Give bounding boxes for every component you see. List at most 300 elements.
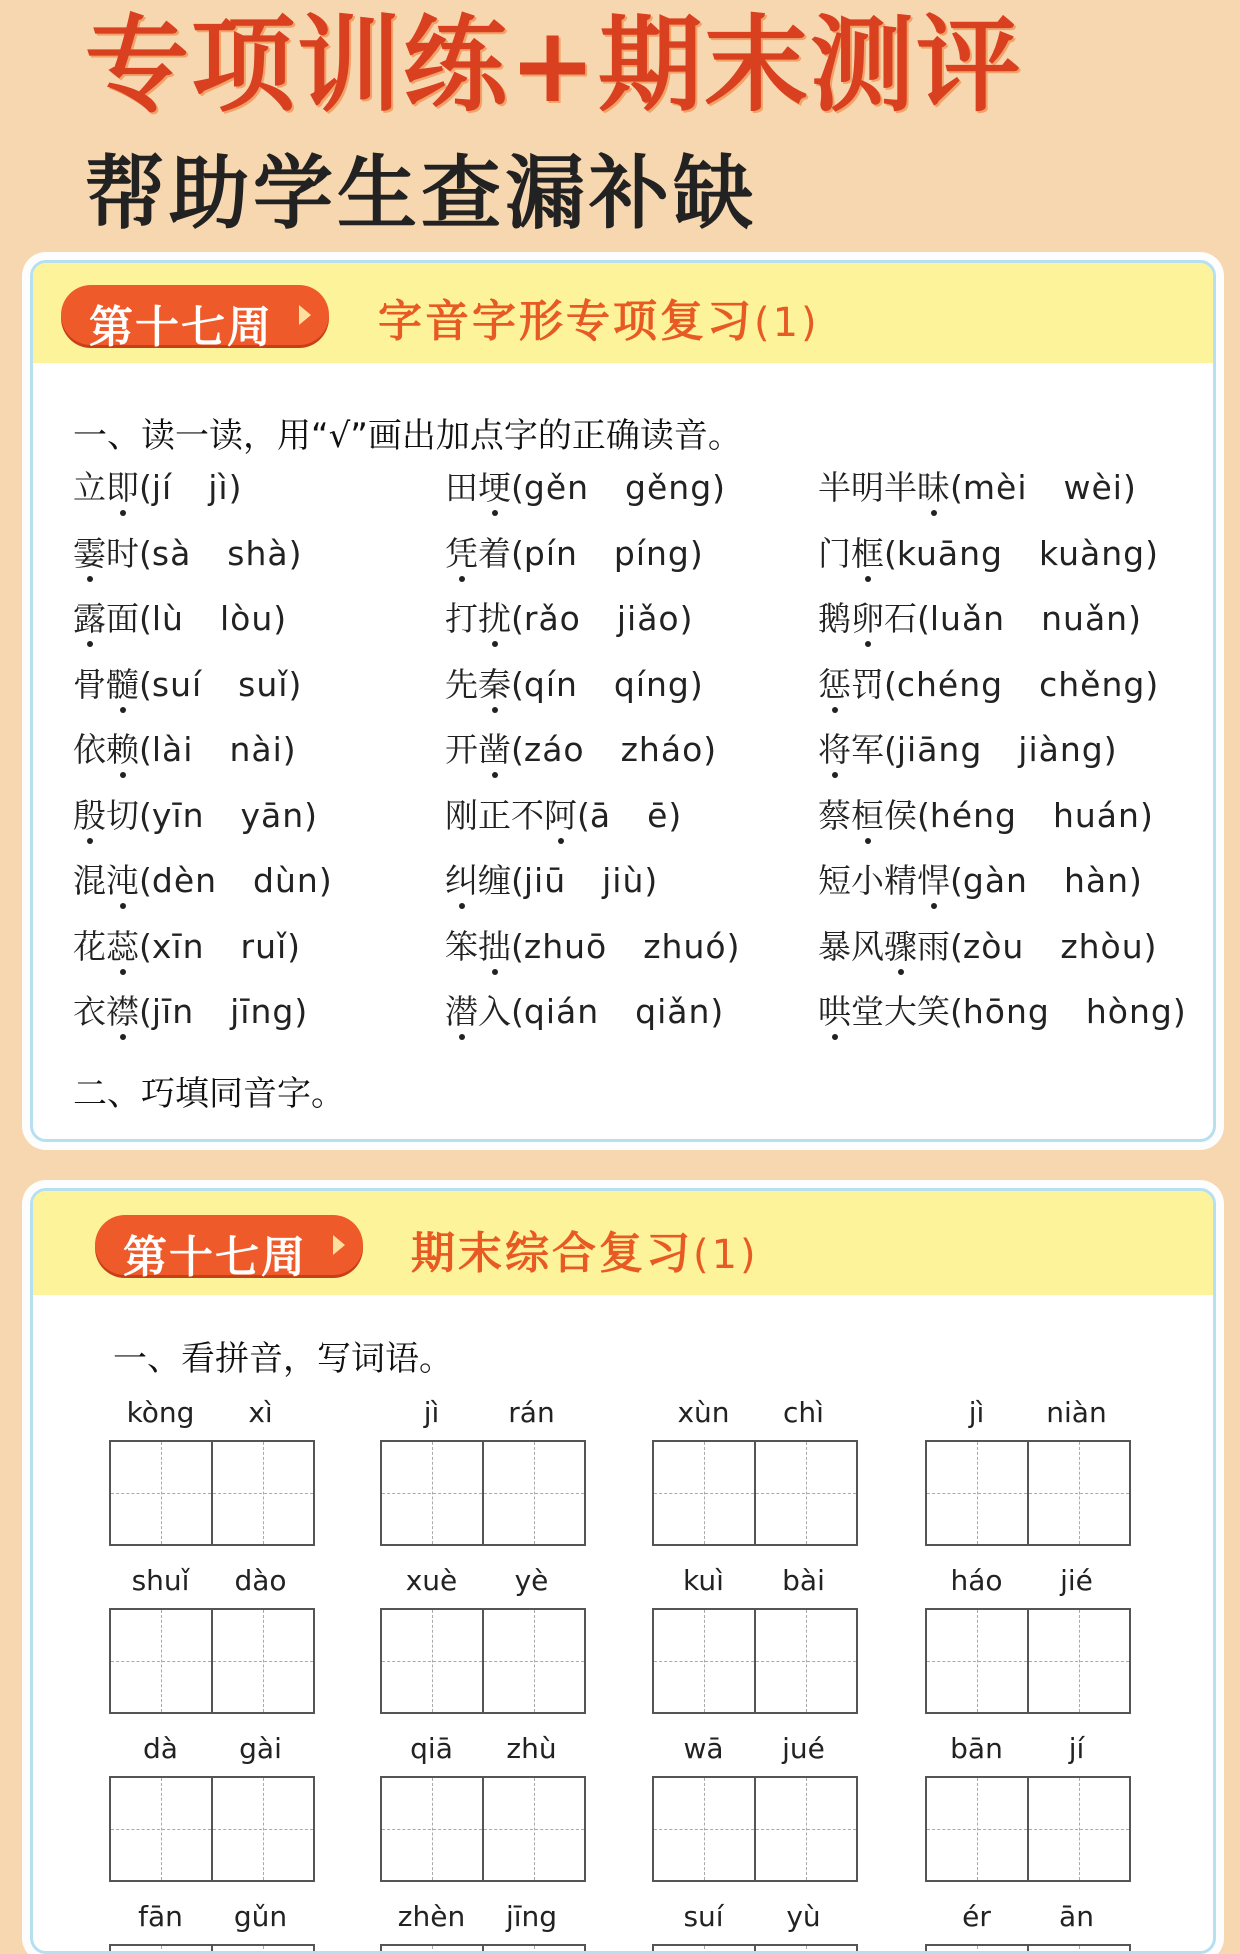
pinyin-option-b[interactable]: jiù <box>602 861 645 900</box>
dotted-char: 昧 <box>917 466 950 510</box>
item-word <box>818 665 884 704</box>
dotted-char: 悍 <box>917 859 950 903</box>
writing-cell[interactable] <box>111 1778 211 1880</box>
pronunciation-item <box>445 728 716 772</box>
word-prefix: 花 <box>73 926 106 966</box>
item-word <box>73 468 139 507</box>
pronunciation-item <box>73 663 301 707</box>
pinyin-option-b[interactable]: chěng <box>1039 664 1146 704</box>
tianzige-boxes <box>380 1776 586 1882</box>
open-paren: ( <box>884 533 897 573</box>
item-word <box>818 992 950 1031</box>
open-paren: ( <box>139 533 152 573</box>
close-paren: ) <box>1172 992 1186 1031</box>
pinyin-label: yù <box>786 1900 821 1933</box>
pinyin-option-b[interactable]: nài <box>229 730 283 769</box>
word-prefix: 打 <box>445 599 478 638</box>
tianzige-boxes <box>925 1776 1131 1882</box>
word-prefix: 依 <box>73 730 106 769</box>
open-paren: ( <box>511 861 524 900</box>
dotted-char: 惩 <box>818 663 851 707</box>
item-word <box>818 927 950 966</box>
pinyin-option-a[interactable]: xīn <box>151 926 205 966</box>
pinyin-option-b[interactable]: jì <box>208 468 229 507</box>
pinyin-option-a[interactable]: yīn <box>151 795 205 835</box>
pronunciation-item <box>73 466 241 510</box>
close-paren: ) <box>689 664 703 704</box>
pronunciation-item <box>818 597 1141 641</box>
close-paren: ) <box>1143 926 1157 966</box>
word-prefix: 混 <box>73 861 106 900</box>
item-word <box>445 665 511 704</box>
open-paren: ( <box>950 861 963 900</box>
pinyin-option-b[interactable]: hàn <box>1063 861 1130 900</box>
word-suffix: 侯 <box>884 795 917 835</box>
pinyin-option-a[interactable]: zòu <box>962 926 1025 966</box>
word-suffix: 缠 <box>478 861 511 900</box>
close-paren: ) <box>273 599 287 638</box>
word-suffix: 军 <box>851 730 884 769</box>
writing-cell[interactable] <box>654 1610 754 1712</box>
pinyin-option-a[interactable]: qián <box>523 992 600 1031</box>
word-suffix: 罚 <box>851 664 884 704</box>
tianzige-boxes <box>652 1440 858 1546</box>
section-title-text: 字音字形专项复习 <box>378 296 754 347</box>
pinyin-option-a[interactable]: zhuō <box>523 926 608 966</box>
pronunciation-item <box>818 466 1136 510</box>
word-prefix: 立 <box>73 468 106 507</box>
open-paren: ( <box>511 599 524 638</box>
open-paren: ( <box>139 664 152 704</box>
dotted-char: 卵 <box>851 597 884 641</box>
pinyin-option-a[interactable]: kuāng <box>896 533 1003 573</box>
pinyin-label: rán <box>508 1396 555 1429</box>
dotted-char: 将 <box>818 728 851 772</box>
pronunciation-item <box>73 925 300 969</box>
item-word <box>73 927 139 966</box>
pinyin-label: jīng <box>505 1900 558 1933</box>
open-paren: ( <box>950 926 963 966</box>
writing-cell[interactable] <box>211 1442 313 1544</box>
item-word <box>818 730 884 769</box>
pronunciation-item <box>73 728 296 772</box>
open-paren: ( <box>139 468 152 507</box>
writing-cell[interactable] <box>1027 1778 1129 1880</box>
item-word <box>73 534 139 573</box>
pronunciation-item <box>818 663 1158 707</box>
writing-cell[interactable] <box>382 1442 482 1544</box>
pronunciation-item <box>445 925 739 969</box>
close-paren: ) <box>294 992 308 1031</box>
pinyin-option-a[interactable]: dèn <box>151 861 218 900</box>
pinyin-option-a[interactable]: jiāng <box>896 730 983 769</box>
close-paren: ) <box>1128 599 1141 638</box>
writing-cell[interactable] <box>382 1946 482 1954</box>
pinyin-option-b[interactable]: nuǎn <box>1041 599 1129 638</box>
open-paren: ( <box>511 926 524 966</box>
writing-cell[interactable] <box>482 1778 584 1880</box>
item-word <box>818 796 917 835</box>
pinyin-option-b[interactable]: ē <box>647 795 669 835</box>
pinyin-label: ān <box>1059 1900 1094 1933</box>
dotted-char: 框 <box>851 532 884 576</box>
pinyin-label: jì <box>968 1396 985 1429</box>
pinyin-label: kòng <box>126 1396 195 1429</box>
word-prefix: 衣 <box>73 992 106 1031</box>
tianzige-boxes <box>109 1608 315 1714</box>
open-paren: ( <box>917 599 930 638</box>
pinyin-option-b[interactable]: wèi <box>1063 468 1123 507</box>
instruction-1: 一、看拼音，写词语。 <box>113 1339 453 1379</box>
item-word <box>445 992 511 1031</box>
writing-cell[interactable] <box>211 1778 313 1880</box>
word-prefix: 半明半 <box>818 468 917 507</box>
word-suffix: 时 <box>106 533 139 573</box>
writing-cell[interactable] <box>754 1946 856 1954</box>
item-word <box>445 796 577 835</box>
section-title <box>378 285 820 349</box>
writing-cell[interactable] <box>754 1778 856 1880</box>
dotted-char: 蕊 <box>106 925 139 969</box>
pinyin-label: xì <box>248 1396 273 1429</box>
pinyin-option-a[interactable]: luǎn <box>929 599 1006 638</box>
dotted-char: 埂 <box>478 466 511 510</box>
open-paren: ( <box>577 795 590 835</box>
week-badge <box>95 1215 363 1283</box>
open-paren: ( <box>139 861 152 900</box>
item-word <box>445 599 511 638</box>
section-title-text: 期末综合复习 <box>411 1228 693 1279</box>
pinyin-option-b[interactable]: jiàng <box>1018 730 1104 769</box>
pinyin-option-a[interactable]: ā <box>589 795 612 835</box>
tianzige-boxes <box>109 1440 315 1546</box>
dotted-char: 凭 <box>445 532 478 576</box>
pinyin-option-b[interactable]: yān <box>240 795 305 835</box>
tianzige-boxes <box>380 1440 586 1546</box>
subheadline: 帮助学生查漏补缺 <box>85 147 757 240</box>
close-paren: ) <box>288 664 302 704</box>
pinyin-option-b[interactable]: lòu <box>219 599 274 638</box>
pinyin-label: xùn <box>677 1396 730 1429</box>
pronunciation-item <box>73 990 307 1034</box>
instruction-1: 一、读一读，用“√”画出加点字的正确读音。 <box>73 416 742 456</box>
item-word <box>445 468 511 507</box>
pinyin-option-a[interactable]: qín <box>523 664 578 704</box>
word-suffix: 面 <box>106 599 139 638</box>
close-paren: ) <box>689 533 703 573</box>
writing-cell[interactable] <box>1027 1946 1129 1954</box>
pinyin-label: bài <box>782 1564 825 1597</box>
pinyin-label: ér <box>962 1900 991 1933</box>
pronunciation-item <box>818 794 1153 838</box>
pinyin-label: niàn <box>1046 1396 1107 1429</box>
pinyin-label: dà <box>143 1732 178 1765</box>
close-paren: ) <box>1103 730 1117 769</box>
dotted-char: 髓 <box>106 663 139 707</box>
pinyin-option-a[interactable]: chéng <box>896 664 1004 704</box>
pinyin-option-b[interactable]: píng <box>613 533 690 573</box>
word-prefix: 田 <box>445 468 478 507</box>
writing-cell[interactable] <box>927 1946 1027 1954</box>
pinyin-option-b[interactable]: hòng <box>1085 992 1173 1031</box>
item-word <box>73 665 139 704</box>
word-suffix: 切 <box>106 795 139 835</box>
item-word <box>445 730 511 769</box>
card-header <box>33 1191 1213 1295</box>
writing-cell[interactable] <box>382 1610 482 1712</box>
dotted-char: 凿 <box>478 728 511 772</box>
open-paren: ( <box>511 664 524 704</box>
pinyin-option-b[interactable]: kuàng <box>1038 533 1146 573</box>
word-suffix: 石 <box>884 599 917 638</box>
pinyin-option-b[interactable]: qiǎn <box>635 992 711 1031</box>
writing-cell[interactable] <box>111 1442 211 1544</box>
word-prefix: 先 <box>445 664 478 704</box>
tianzige-boxes <box>652 1776 858 1882</box>
item-word <box>73 861 139 900</box>
word-prefix: 蔡 <box>818 795 851 835</box>
pinyin-option-b[interactable]: jiǎo <box>616 599 680 638</box>
pronunciation-review-card <box>30 260 1216 1142</box>
writing-cell[interactable] <box>111 1610 211 1712</box>
word-suffix: 堂大笑 <box>851 992 950 1031</box>
writing-cell[interactable] <box>654 1778 754 1880</box>
pinyin-label: jì <box>423 1396 440 1429</box>
tianzige-boxes <box>109 1776 315 1882</box>
pinyin-label: jié <box>1060 1564 1093 1597</box>
pinyin-option-a[interactable]: sà <box>151 533 192 573</box>
close-paren: ) <box>1129 861 1142 900</box>
dotted-char: 即 <box>106 466 139 510</box>
close-paren: ) <box>1145 664 1159 704</box>
instruction-2: 二、巧填同音字。 <box>73 1074 345 1114</box>
pinyin-label: qiā <box>410 1732 453 1765</box>
dotted-char: 哄 <box>818 990 851 1034</box>
item-word <box>73 796 139 835</box>
pinyin-option-a[interactable]: jiū <box>523 861 567 900</box>
open-paren: ( <box>511 533 524 573</box>
pinyin-option-a[interactable]: mèi <box>962 468 1028 507</box>
dotted-char: 秦 <box>478 663 511 707</box>
pinyin-label: suí <box>683 1900 724 1933</box>
pinyin-option-b[interactable]: zhòu <box>1060 926 1144 966</box>
pronunciation-item <box>445 597 692 641</box>
pinyin-label: fān <box>138 1900 183 1933</box>
writing-cell[interactable] <box>754 1610 856 1712</box>
writing-cell[interactable] <box>111 1946 211 1954</box>
pronunciation-item <box>445 990 723 1034</box>
word-suffix: 入 <box>478 992 511 1031</box>
item-word <box>73 730 139 769</box>
dotted-char: 扰 <box>478 597 511 641</box>
tianzige-boxes <box>925 1440 1131 1546</box>
open-paren: ( <box>950 468 963 507</box>
tianzige-boxes <box>652 1944 858 1954</box>
item-word <box>73 992 139 1031</box>
pinyin-label: gài <box>239 1732 282 1765</box>
arrow-right-icon <box>333 1235 345 1255</box>
word-prefix: 开 <box>445 730 478 769</box>
pronunciation-item <box>445 859 657 903</box>
pinyin-label: jí <box>1068 1732 1085 1765</box>
word-prefix: 笨 <box>445 926 478 966</box>
writing-cell[interactable] <box>211 1946 313 1954</box>
pinyin-option-a[interactable]: suí <box>151 664 203 704</box>
pinyin-option-b[interactable]: zháo <box>620 730 704 769</box>
writing-cell[interactable] <box>654 1442 754 1544</box>
pronunciation-item <box>73 597 286 641</box>
dotted-char: 拙 <box>478 925 511 969</box>
pronunciation-item <box>73 859 332 903</box>
writing-cell[interactable] <box>754 1442 856 1544</box>
pinyin-option-a[interactable]: hōng <box>962 992 1050 1031</box>
close-paren: ) <box>318 861 332 900</box>
week-label: 第十七周 <box>123 1232 307 1283</box>
pronunciation-item <box>445 794 681 838</box>
writing-cell[interactable] <box>1027 1610 1129 1712</box>
word-suffix: 着 <box>478 533 511 573</box>
writing-cell[interactable] <box>1027 1442 1129 1544</box>
item-word <box>818 861 950 900</box>
item-word <box>445 927 511 966</box>
pinyin-option-b[interactable]: gěng <box>625 468 713 507</box>
open-paren: ( <box>511 992 524 1031</box>
card-header <box>33 263 1213 363</box>
pinyin-option-a[interactable]: záo <box>523 730 585 769</box>
word-prefix: 刚正不 <box>445 795 544 835</box>
pronunciation-item <box>818 925 1157 969</box>
close-paren: ) <box>703 730 717 769</box>
open-paren: ( <box>139 992 152 1031</box>
dotted-char: 襟 <box>106 990 139 1034</box>
pinyin-option-b[interactable]: shà <box>227 533 289 573</box>
close-paren: ) <box>1122 468 1136 507</box>
pinyin-option-a[interactable]: héng <box>929 795 1017 835</box>
writing-cell[interactable] <box>927 1442 1027 1544</box>
item-word <box>818 599 917 638</box>
open-paren: ( <box>950 992 963 1031</box>
pinyin-label: zhù <box>506 1732 557 1765</box>
pinyin-option-a[interactable]: pín <box>523 533 578 573</box>
pinyin-option-a[interactable]: gěn <box>523 468 590 507</box>
close-paren: ) <box>1139 795 1153 835</box>
dotted-char: 纠 <box>445 859 478 903</box>
close-paren: ) <box>228 468 242 507</box>
week-label: 第十七周 <box>89 302 273 353</box>
tianzige-boxes <box>652 1608 858 1714</box>
pinyin-option-b[interactable]: jīng <box>230 992 295 1031</box>
pinyin-option-a[interactable]: jīn <box>151 992 195 1031</box>
open-paren: ( <box>139 795 152 835</box>
pinyin-option-b[interactable]: dùn <box>253 861 319 900</box>
close-paren: ) <box>712 468 726 507</box>
item-word <box>73 599 139 638</box>
close-paren: ) <box>668 795 682 835</box>
item-word <box>445 861 511 900</box>
pinyin-label: xuè <box>405 1564 458 1597</box>
open-paren: ( <box>139 730 152 769</box>
close-paren: ) <box>726 926 740 966</box>
section-title <box>411 1217 759 1281</box>
writing-cell[interactable] <box>654 1946 754 1954</box>
pinyin-option-a[interactable]: gàn <box>962 861 1028 900</box>
pronunciation-item <box>818 728 1117 772</box>
close-paren: ) <box>1145 533 1158 573</box>
pinyin-option-b[interactable]: huán <box>1052 795 1140 835</box>
writing-cell[interactable] <box>482 1946 584 1954</box>
open-paren: ( <box>917 795 930 835</box>
writing-cell[interactable] <box>482 1610 584 1712</box>
writing-cell[interactable] <box>382 1778 482 1880</box>
close-paren: ) <box>287 926 301 966</box>
writing-cell[interactable] <box>482 1442 584 1544</box>
dotted-char: 赖 <box>106 728 139 772</box>
pinyin-label: kuì <box>683 1564 724 1597</box>
pinyin-option-b[interactable]: zhuó <box>643 926 727 966</box>
dotted-char: 殷 <box>73 794 106 838</box>
writing-cell[interactable] <box>927 1778 1027 1880</box>
dotted-char: 沌 <box>106 859 139 903</box>
dotted-char: 骤 <box>884 925 917 969</box>
close-paren: ) <box>679 599 693 638</box>
pronunciation-item <box>445 466 725 510</box>
open-paren: ( <box>511 468 524 507</box>
writing-cell[interactable] <box>211 1610 313 1712</box>
word-prefix: 短小精 <box>818 861 917 900</box>
dotted-char: 霎 <box>73 532 106 576</box>
item-word <box>818 468 950 507</box>
pinyin-label: bān <box>950 1732 1003 1765</box>
pinyin-option-b[interactable]: qíng <box>613 664 690 704</box>
open-paren: ( <box>884 730 897 769</box>
pronunciation-item <box>73 794 317 838</box>
close-paren: ) <box>282 730 296 769</box>
item-word <box>445 534 511 573</box>
close-paren: ) <box>304 795 318 835</box>
dotted-char: 桓 <box>851 794 884 838</box>
writing-cell[interactable] <box>927 1610 1027 1712</box>
pinyin-option-a[interactable]: jí <box>151 468 173 507</box>
pronunciation-item <box>445 663 703 707</box>
pinyin-option-a[interactable]: lài <box>151 730 194 769</box>
week-badge <box>61 285 329 353</box>
pinyin-label: zhèn <box>397 1900 466 1933</box>
close-paren: ) <box>288 533 302 573</box>
pronunciation-item <box>818 990 1186 1034</box>
section-title-number: (1) <box>693 1232 759 1278</box>
tianzige-boxes <box>380 1944 586 1954</box>
close-paren: ) <box>644 861 658 900</box>
pronunciation-item <box>818 532 1158 576</box>
headline: 专项训练+期末测评 <box>85 4 1023 126</box>
tianzige-boxes <box>109 1944 315 1954</box>
pinyin-option-b[interactable]: ruǐ <box>240 926 288 966</box>
pinyin-option-a[interactable]: lù <box>151 599 184 638</box>
pinyin-option-b[interactable]: suǐ <box>238 664 289 704</box>
dotted-char: 露 <box>73 597 106 641</box>
pinyin-option-a[interactable]: rǎo <box>523 599 581 638</box>
word-prefix: 门 <box>818 533 851 573</box>
final-review-card <box>30 1188 1216 1954</box>
pinyin-label: háo <box>950 1564 1003 1597</box>
pinyin-label: chì <box>783 1396 824 1429</box>
tianzige-boxes <box>925 1608 1131 1714</box>
pinyin-label: wā <box>683 1732 724 1765</box>
pronunciation-item <box>445 532 703 576</box>
tianzige-boxes <box>925 1944 1131 1954</box>
open-paren: ( <box>884 664 897 704</box>
open-paren: ( <box>511 730 524 769</box>
